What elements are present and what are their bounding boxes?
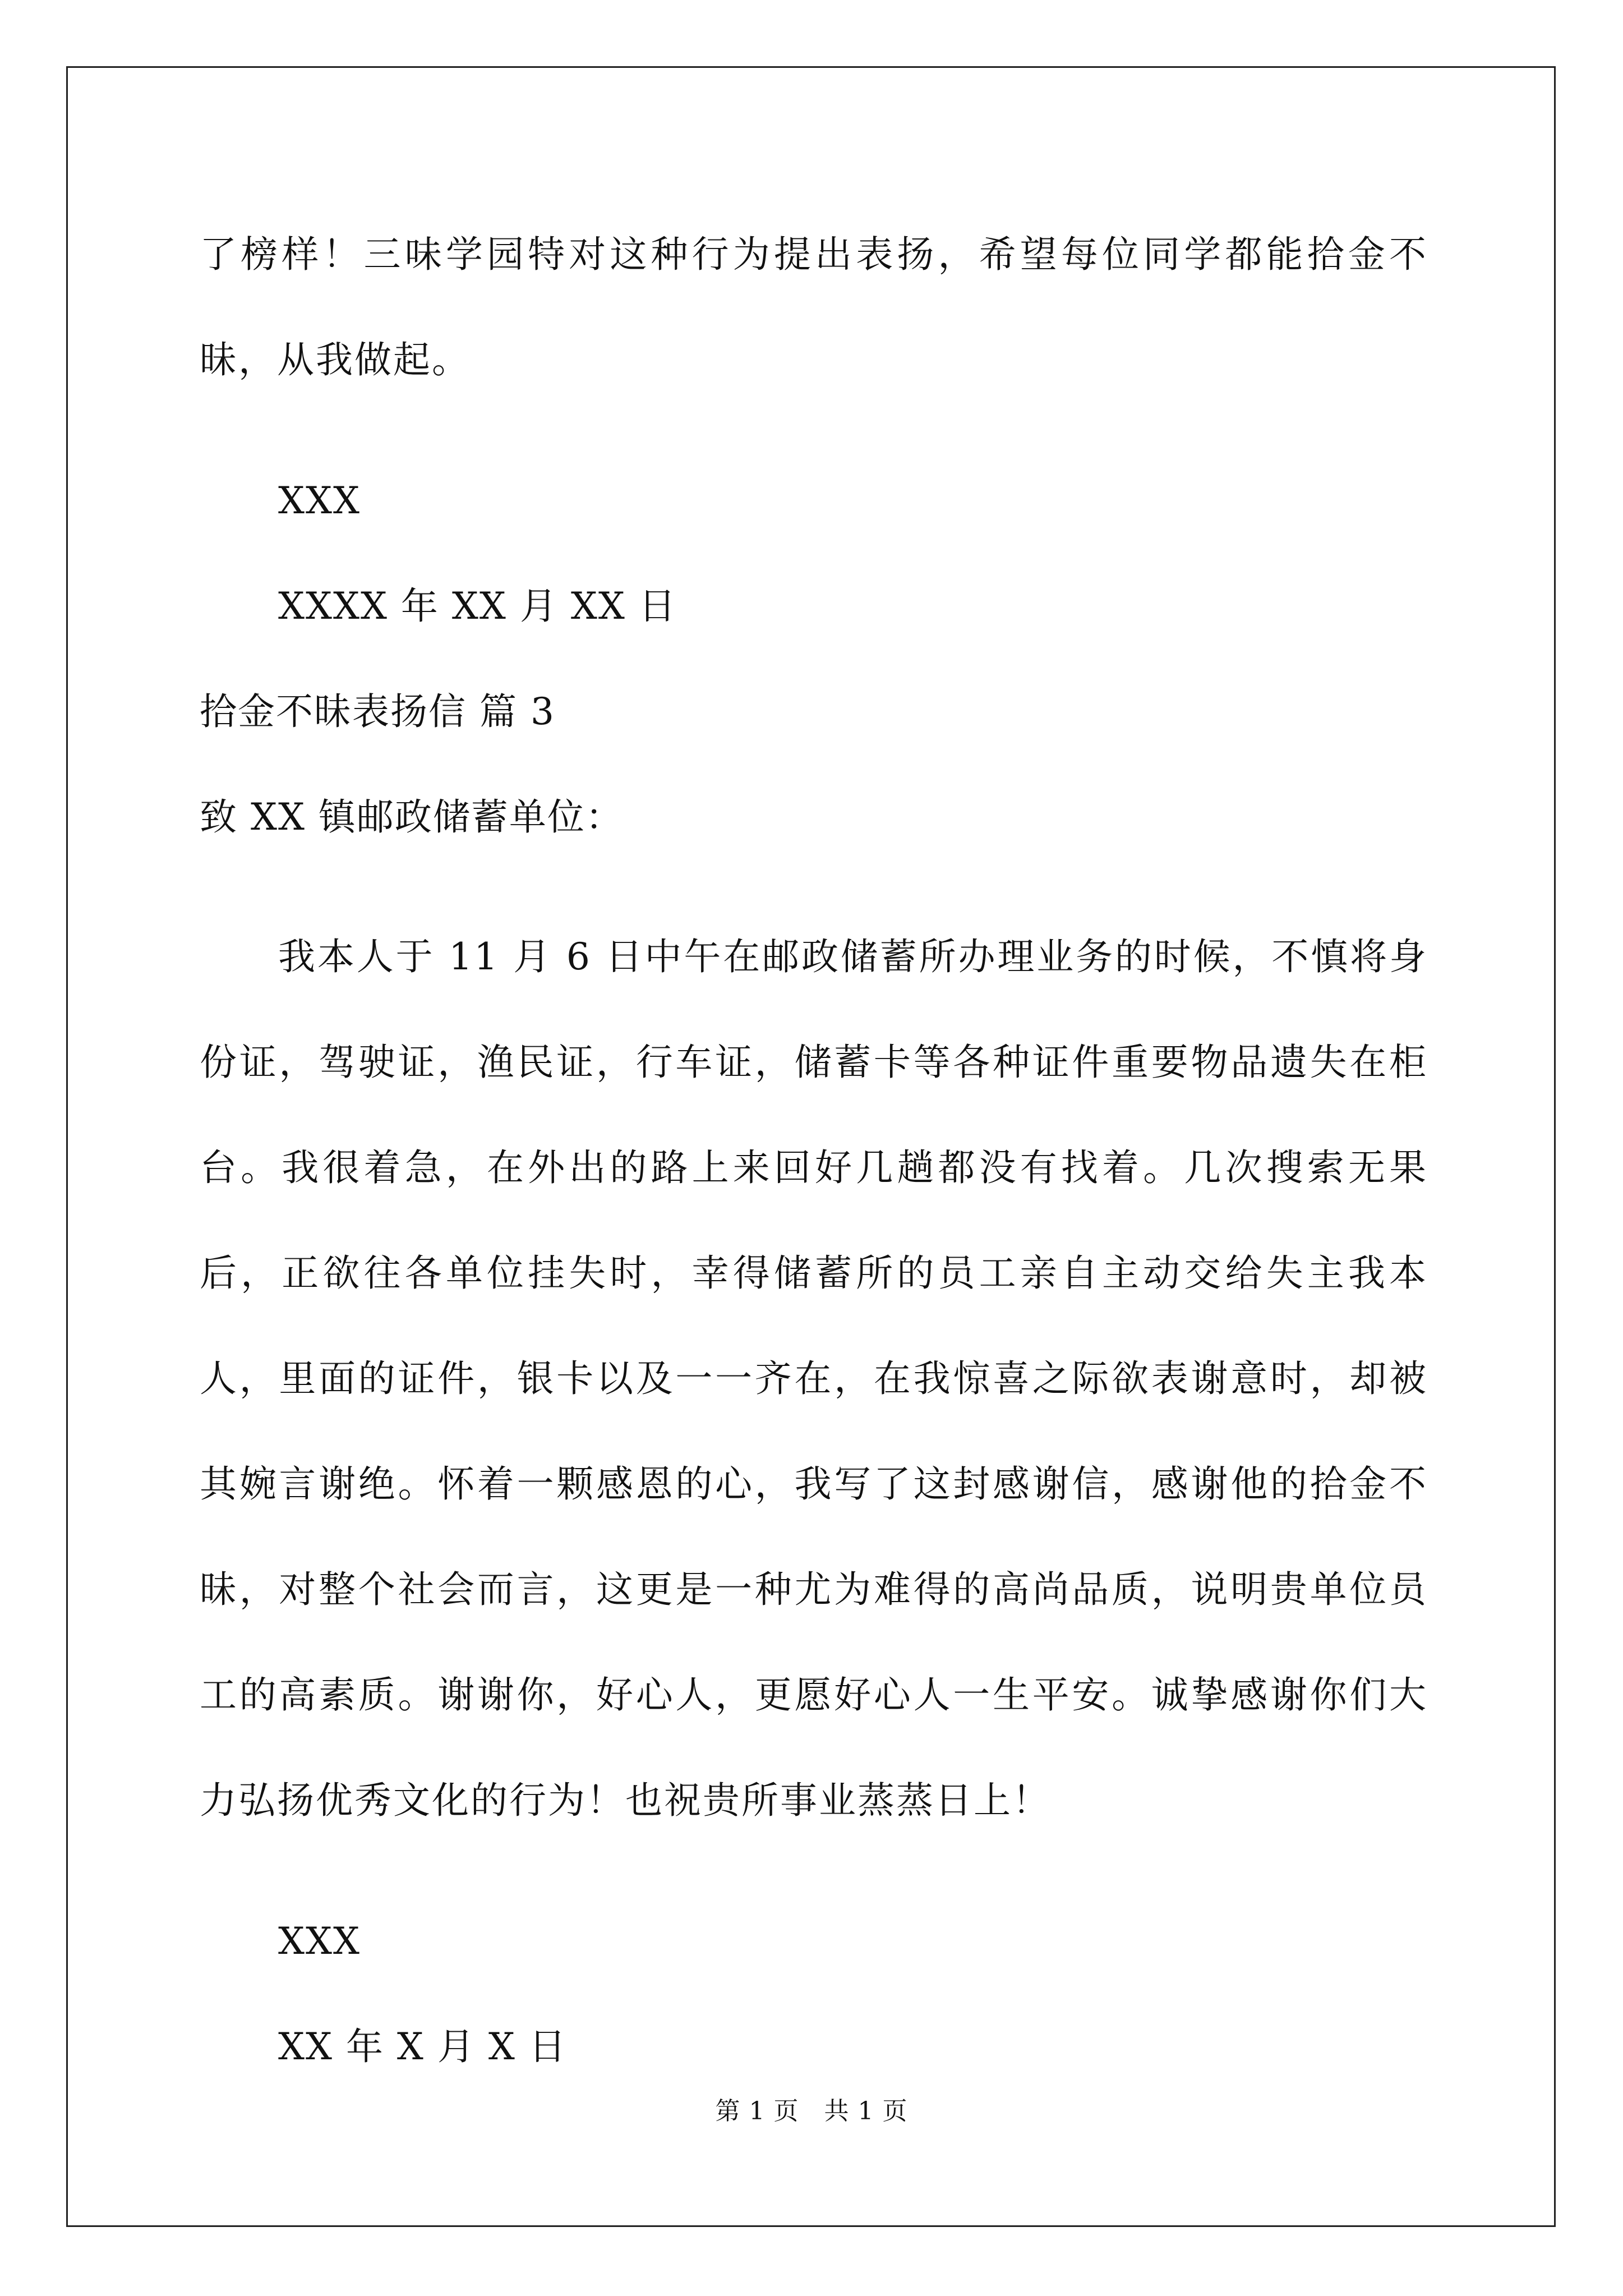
body-paragraph: 我本人于 11 月 6 日中午在邮政储蓄所办理业务的时候，不慎将身份证，驾驶证，渔民证，行车证，储蓄卡等各种证件重要物品遗失在柜台。我很着急，在外出的路上来回好几趟都没有找着。几次搜索无果后，正欲往各单位挂失时，幸得储蓄所的员工亲自主动交给失主我本人，里面的证件，银卡以及一一齐在，在我惊喜之际欲表谢意时，却被其婉言谢绝。怀着一颗感恩的心，我写了这封感谢信，感谢他的拾金不昧，对整个社会而言，这更是一种尤为难得的高尚品质，说明贵单位员工的高素质。谢谢你，好心人，更愿好心人一生平安。诚挚感谢你们大力弘扬优秀文化的行为！也祝贵所事业蒸蒸日上！ [200, 935, 1428, 1822]
salutation: 致 XX 镇邮政储蓄单位： [200, 795, 624, 839]
date-2: XX 年 X 月 X 日 [278, 2025, 567, 2068]
page-footer: 第 1 页 共 1 页 [715, 2097, 908, 2125]
signature-2: XXX [278, 1920, 361, 1963]
continuation-paragraph: 了榜样！三味学园特对这种行为提出表扬，希望每位同学都能拾金不昧，从我做起。 [200, 233, 1428, 381]
document-body [200, 202, 1428, 2134]
section-title: 拾金不昧表扬信 篇 3 [200, 690, 555, 733]
signature-1: XXX [278, 479, 361, 522]
date-1: XXXX 年 XX 月 XX 日 [278, 585, 677, 628]
